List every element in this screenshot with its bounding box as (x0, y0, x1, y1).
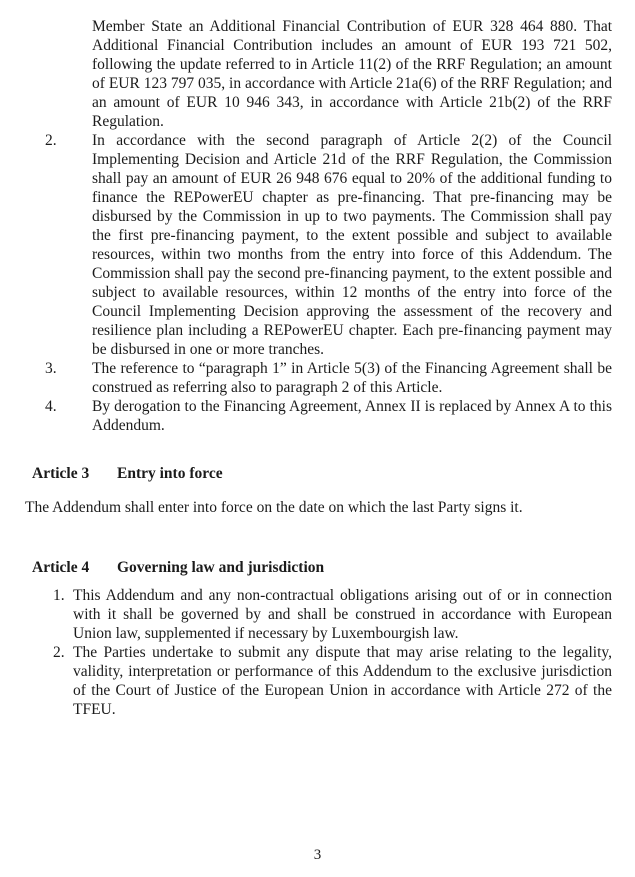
article-3-label: Article 3 (32, 465, 90, 482)
list-item (25, 586, 612, 643)
list-item-text: By derogation to the Financing Agreement, Annex II is replaced by Annex A to this Addendum. (92, 398, 612, 434)
article-4-title: Governing law and jurisdiction (117, 559, 325, 576)
list-item-text: The Parties undertake to submit any dispute that may arise relating to the legality, validity, interpretation or performance of this Addendum to the exclusive jurisdiction of the Court of Justice of the European Union in accordance with Article 272 of the TFEU. (73, 644, 612, 718)
list-item-text: In accordance with the second paragraph of Article 2(2) of the Council Implementing Decision and Article 21d of the RRF Regulation, the Commission shall pay an amount of EUR 26 948 676 equal to 20% of the additional funding to finance the REPowerEU chapter as pre-financing. That pre-financing may be disbursed by the Commission in up to two payments. The Commission shall pay the first pre-financing payment, to the extent possible and subject to available resources, within two months from the entry into force of this Addendum. The Commission shall pay the second pre-financing payment, to the extent possible and subject to available resources, within 12 months of the entry into force of the Council Implementing Decision approving the assessment of the recovery and resilience plan including a REPowerEU chapter. Each pre-financing payment may be disbursed in one or more tranches. (92, 132, 612, 358)
list-item-number: 3. (45, 360, 57, 377)
numbered-list-article-4 (25, 586, 612, 719)
list-item (25, 131, 612, 359)
list-item-text: The reference to “paragraph 1” in Article 5(3) of the Financing Agreement shall be construed as referring also to paragraph 2 of this Article. (92, 360, 612, 396)
continuation-paragraph: Member State an Additional Financial Contribution of EUR 328 464 880. That Additional Financial Contribution includes an amount of EUR 193 721 502, following the update referred to in Article 11(2) of the RRF Regulation; an amount of EUR 123 797 035, in accordance with Article 21a(6) of the RRF Regulation; and an amount of EUR 10 946 343, in accordance with Article 21b(2) of the RRF Regulation. (92, 18, 612, 130)
list-item (25, 397, 612, 435)
list-item-number: 1. (53, 587, 65, 604)
list-item-text: This Addendum and any non-contractual obligations arising out of or in connection with it shall be governed by and shall be construed in accordance with European Union law, supplemented if necessary by Luxembourgish law. (73, 587, 612, 642)
article-3-body: The Addendum shall enter into force on the date on which the last Party signs it. (25, 499, 523, 516)
article-4-label: Article 4 (32, 559, 90, 576)
numbered-list-main (25, 131, 612, 435)
page-number: 3 (313, 847, 322, 863)
article-3-title: Entry into force (117, 465, 223, 482)
list-item (25, 359, 612, 397)
article-4-heading (25, 558, 612, 577)
list-item (25, 643, 612, 719)
list-item-number: 2. (53, 644, 65, 661)
list-item-number: 4. (45, 398, 57, 415)
document-body (25, 17, 612, 719)
article-3-heading (25, 464, 612, 483)
list-item-number: 2. (45, 132, 57, 149)
